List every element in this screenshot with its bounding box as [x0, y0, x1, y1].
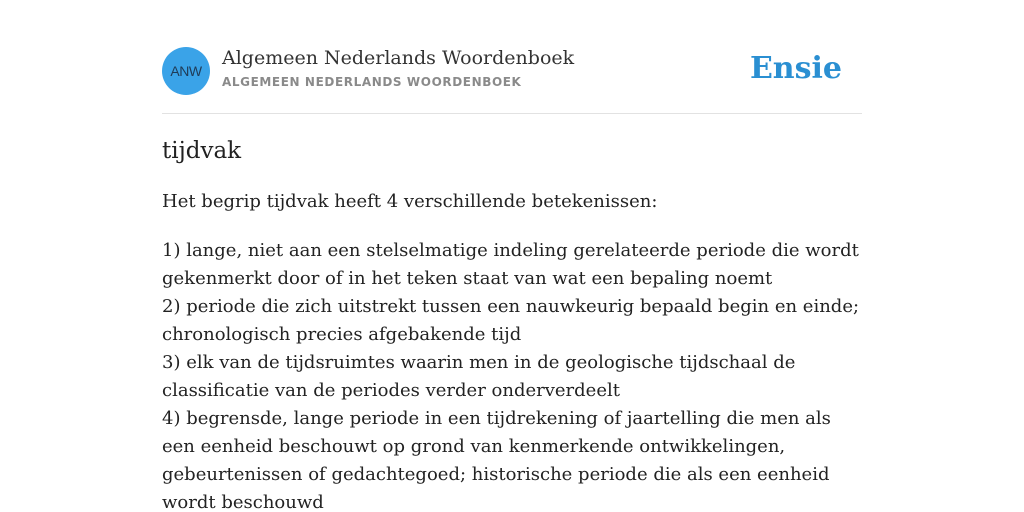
meaning-item: 4) begrensde, lange periode in een tijdrekening of jaartelling die men als een eenheid beschouwt op grond van kenmerkende ontwikkelingen, gebeurtenissen of gedachtegoed; historische periode die als een eenheid wordt beschouwd — [162, 408, 831, 512]
meaning-item: 3) elk van de tijdsruimtes waarin men in de geologische tijdschaal de classificatie van de periodes verder onderverdeelt — [162, 352, 796, 401]
source-subtitle: ALGEMEEN NEDERLANDS WOORDENBOEK — [222, 75, 522, 89]
source-header — [162, 47, 862, 95]
entry-word: tijdvak — [162, 138, 242, 164]
meaning-item: 1) lange, niet aan een stelselmatige indeling gerelateerde periode die wordt gekenmerkt door of in het teken staat van wat een bepaling noemt — [162, 240, 859, 289]
source-title[interactable]: Algemeen Nederlands Woordenboek — [222, 47, 575, 69]
header-divider — [162, 113, 862, 114]
source-logo[interactable] — [162, 47, 210, 95]
meaning-item: 2) periode die zich uitstrekt tussen een nauwkeurig bepaald begin en einde; chronologisch precies afgebakende tijd — [162, 296, 860, 345]
meanings-list — [162, 237, 867, 512]
logo-text: ANW — [170, 63, 202, 79]
brand-logo[interactable]: Ensie — [749, 51, 842, 86]
entry-intro: Het begrip tijdvak heeft 4 verschillende betekenissen: — [162, 191, 658, 212]
